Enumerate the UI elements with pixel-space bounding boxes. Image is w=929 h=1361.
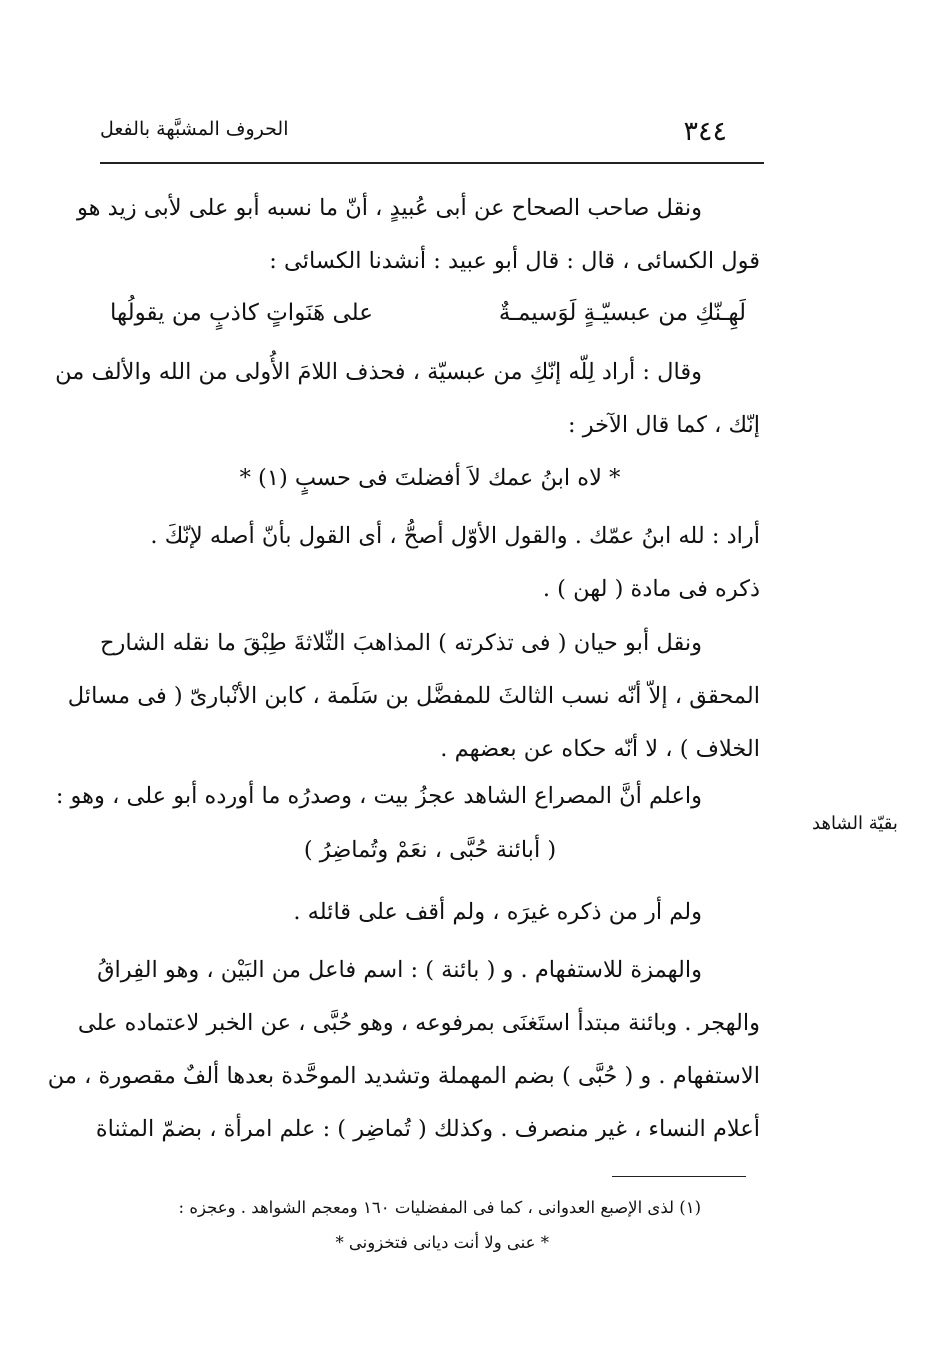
paragraph-1 <box>77 182 760 288</box>
text-line: ولم أر من ذكره غيرَه ، ولم أقف على قائله . <box>293 899 702 925</box>
verse-hemistich-right: لَهِـنّكِ من عبسيّـةٍ لَوَسيمـةٌ <box>498 300 746 326</box>
text-line: واعلم أنَّ المصراع الشاهد عجزُ بيت ، وصدرُه ما أورده أبو على ، وهو : <box>55 783 702 809</box>
text-line: ونقل أبو حيان ( فى تذكرته ) المذاهبَ الثّلاثةَ طِبْقَ ما نقله الشارح <box>100 630 702 656</box>
verse-2 <box>100 452 760 505</box>
paragraph-4 <box>67 617 760 776</box>
paragraph-2 <box>55 346 760 452</box>
text-line: أعلام النساء ، غير منصرف . وكذلك ( تُماضِر ) : علم امرأة ، بضمّ المثناة <box>95 1116 760 1142</box>
running-header-title: الحروف المشبَّهة بالفعل <box>100 118 289 140</box>
text-line: قول الكسائى ، قال : قال أبو عبيد : أنشدنا الكسائى : <box>269 248 760 274</box>
text-line: الاستفهام . و ( حُبَّى ) بضم المهملة وتشديد الموحَّدة بعدها ألفٌ مقصورة ، من <box>47 1063 760 1089</box>
paragraph-7 <box>47 944 760 1156</box>
text-line: والهجر . وبائنة مبتدأ استَغنَى بمرفوعه ، وهو حُبَّى ، عن الخبر لاعتماده على <box>77 1010 760 1036</box>
text-line: ونقل صاحب الصحاح عن أبى عُبيدٍ ، أنّ ما نسبه أبو على لأبى زيد هو <box>77 195 702 221</box>
footnote-rule <box>612 1176 746 1177</box>
text-line: ذكره فى مادة ( لهن ) . <box>542 576 760 602</box>
paragraph-5 <box>55 770 760 823</box>
verse-hemistich-left: على هَنَواتٍ كاذبٍ من يقولُها <box>110 300 373 326</box>
margin-note: بقيّة الشاهد <box>812 813 898 834</box>
text-line: إنّك ، كما قال الآخر : <box>567 412 760 438</box>
page-number: ٣٤٤ <box>683 116 727 147</box>
verse-3 <box>100 824 760 877</box>
verse-1 <box>100 288 760 338</box>
verse-line: * لاه ابنُ عمك لاَ أفضلتَ فى حسبٍ (١) * <box>239 465 621 491</box>
paragraph-6 <box>100 886 760 939</box>
verse-line: ( أبائنة حُبَّى ، نعَمْ وتُماضِرُ ) <box>303 837 557 863</box>
text-line: أراد : لله ابنُ عمّك . والقول الأوّل أصحُّ ، أى القول بأنّ أصله لإنّكَ . <box>150 523 760 549</box>
footnote-line-2: * عنى ولا أنت ديانى فتخزونى * <box>335 1233 549 1252</box>
paragraph-3 <box>100 510 760 616</box>
footnote-line-1: (١) لذى الإصبع العدوانى ، كما فى المفضليات ١٦٠ ومعجم الشواهد . وعجزه : <box>178 1198 701 1217</box>
text-line: وقال : أراد لِلّه إنّكِ من عبسيّة ، فحذف اللامَ الأُولى من الله والألف من <box>55 359 702 385</box>
text-line: الخلاف ) ، لا أنّه حكاه عن بعضهم . <box>440 736 760 762</box>
header-rule <box>100 162 764 164</box>
text-line: والهمزة للاستفهام . و ( بائنة ) : اسم فاعل من البَيْن ، وهو الفِراقُ <box>97 957 702 983</box>
text-line: المحقق ، إلاّ أنّه نسب الثالثَ للمفضَّل بن سَلَمة ، كابن الأنْبارىّ ( فى مسائل <box>67 683 760 709</box>
